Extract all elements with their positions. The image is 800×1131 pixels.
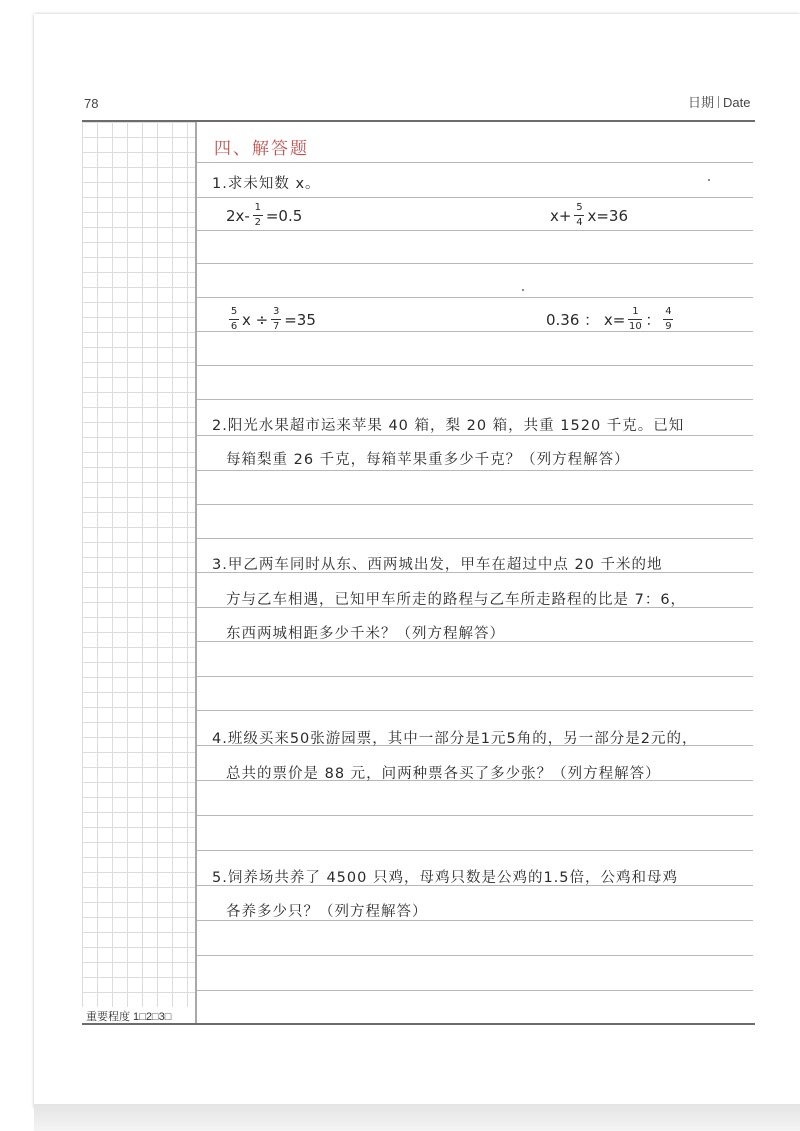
fraction-numerator: 5 (576, 202, 583, 213)
fraction-bar (574, 215, 584, 216)
section-title: 四、解答题 (214, 139, 309, 159)
scan-shadow (34, 1104, 800, 1131)
equation-d-part2: ： (645, 311, 661, 329)
ruled-line (197, 263, 753, 264)
ruled-line (197, 230, 753, 231)
ruled-line (197, 504, 753, 505)
equation-c-part1: x ÷ (242, 310, 269, 329)
fraction-bar (271, 319, 281, 320)
fraction-bar (253, 215, 263, 216)
fraction-numerator: 1 (254, 202, 262, 213)
page-number: 78 (84, 96, 99, 111)
scan-speck (522, 289, 524, 291)
fraction-bar (628, 319, 642, 320)
fraction-bar (229, 319, 239, 320)
fraction-denominator: 6 (230, 321, 238, 332)
equation-d (546, 306, 676, 333)
margin-line (195, 122, 197, 1024)
date-separator (718, 96, 719, 108)
fraction (574, 202, 584, 229)
fraction-numerator: 3 (273, 306, 280, 317)
importance-rating: 重要程度 1□2□3□ (86, 1011, 172, 1023)
ruled-line (197, 538, 753, 539)
question-2-line-2: 每箱梨重 26 千克，每箱苹果重多少千克？（列方程解答） (226, 452, 630, 468)
fraction-numerator: 4 (665, 306, 672, 317)
equation-b-part2: x=36 (587, 206, 628, 225)
ruled-line (197, 676, 753, 677)
margin-grid (82, 122, 196, 1007)
ruled-line (197, 710, 753, 711)
ruled-line (197, 435, 753, 436)
question-3-line-1: 3.甲乙两车同时从东、西两城出发，甲车在超过中点 20 千米的地 (212, 557, 663, 573)
ruled-line (197, 365, 753, 366)
equation-b (550, 202, 628, 229)
fraction-denominator: 2 (254, 217, 262, 228)
question-5-line-2: 各养多少只？（列方程解答） (226, 904, 428, 920)
equation-d-part1: 0.36 ： x= (546, 311, 626, 329)
fraction-numerator: 5 (230, 306, 238, 317)
equation-c-part2: =35 (284, 310, 316, 329)
fraction-denominator: 10 (629, 321, 642, 332)
bottom-rule (82, 1023, 755, 1025)
question-4-line-2: 总共的票价是 88 元，问两种票各买了多少张？（列方程解答） (226, 766, 661, 782)
question-2-line-1: 2.阳光水果超市运来苹果 40 箱，梨 20 箱，共重 1520 千克。已知 (212, 418, 685, 434)
ruled-line (197, 197, 753, 198)
date-label-en: Date (723, 95, 751, 110)
date-label (688, 92, 750, 111)
question-3-line-2: 方与乙车相遇，已知甲车所走的路程与乙车所走路程的比是 7：6， (226, 592, 687, 608)
equation-a-part1: 2x- (226, 206, 250, 225)
ruled-line (197, 297, 753, 298)
question-3-line-3: 东西两城相距多少千米？（列方程解答） (226, 626, 505, 642)
ruled-line (197, 955, 753, 956)
fraction (663, 306, 673, 333)
fraction-denominator: 4 (576, 217, 583, 228)
scan-speck (708, 179, 710, 181)
ruled-line (197, 815, 753, 816)
question-5-line-1: 5.饲养场共养了 4500 只鸡，母鸡只数是公鸡的1.5倍，公鸡和母鸡 (212, 870, 679, 886)
fraction-numerator: 1 (632, 306, 639, 317)
ruled-line (197, 850, 753, 851)
question-1-label: 1.求未知数 x。 (212, 176, 321, 192)
equation-a (226, 202, 302, 229)
question-4-line-1: 4.班级买来50张游园票，其中一部分是1元5角的，另一部分是2元的， (212, 731, 698, 747)
fraction (229, 306, 239, 333)
fraction-bar (663, 319, 673, 320)
fraction-denominator: 7 (273, 321, 280, 332)
ruled-line (197, 470, 753, 471)
ruled-line (197, 399, 753, 400)
fraction (253, 202, 263, 229)
equation-b-part1: x+ (550, 206, 572, 225)
date-label-zh: 日期 (688, 95, 715, 110)
equation-a-part2: =0.5 (265, 206, 303, 225)
fraction (628, 306, 642, 333)
fraction (271, 306, 281, 333)
fraction-denominator: 9 (665, 321, 672, 332)
ruled-line (197, 162, 753, 163)
equation-c (226, 306, 316, 333)
ruled-line (197, 990, 753, 991)
